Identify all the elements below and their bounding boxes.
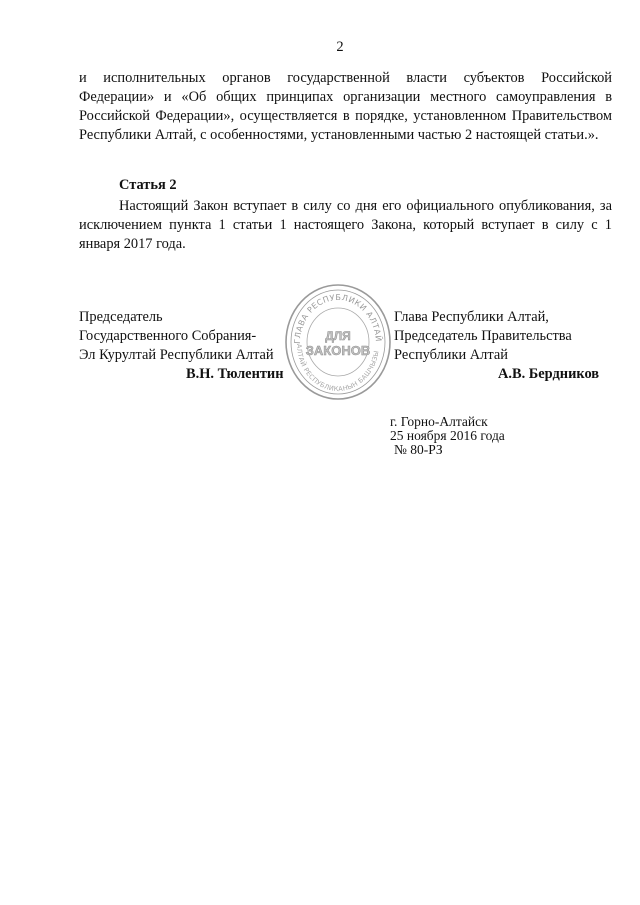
city-line: г. Горно-Алтайск [390,414,488,429]
article-heading: Статья 2 [119,177,177,193]
seal-bottom-text: АЛТАЙ РЕСПУБЛИКАНЫН БАШЧЫЗЫ [294,343,381,394]
left-signatory-title-line3: Эл Курултай Республики Алтай [79,347,274,363]
seal-center-line2: ЗАКОНОВ [305,343,371,358]
law-number-line: № 80-РЗ [394,442,443,457]
article-paragraph: Настоящий Закон вступает в силу со дня его официального опубликования, за исключением пункта 1 статьи 1 настоящего Закона, который вступает в силу с 1 января 2017 года. [79,198,612,252]
seal-top-text: ГЛАВА РЕСПУБЛИКИ АЛТАЙ [292,292,384,345]
right-signatory-title-line3: Республики Алтай [394,347,508,363]
official-seal-stamp [283,282,393,402]
right-signatory-title-line2: Председатель Правительства [394,328,572,344]
page-number: 2 [336,39,344,55]
seal-center-line1: ДЛЯ [325,329,351,343]
right-signatory-title-line1: Глава Республики Алтай, [394,309,549,325]
date-line: 25 ноября 2016 года [390,428,505,443]
continuation-paragraph: и исполнительных органов государственной власти субъектов Российской Федерации» и «Об общих принципах организации местного самоуправления в Российской Федерации», осуществляется в порядке, установленном Правительством Республики Алтай, с особенностями, установленными частью 2 настоящей статьи.». [79,70,612,143]
right-signatory-name: А.В. Бердников [498,366,600,382]
place-date-block [390,415,505,457]
left-signatory-name: В.Н. Тюлентин [186,366,284,382]
left-signatory-title-line1: Председатель [79,309,163,325]
left-signatory-title-line2: Государственного Собрания- [79,328,257,344]
